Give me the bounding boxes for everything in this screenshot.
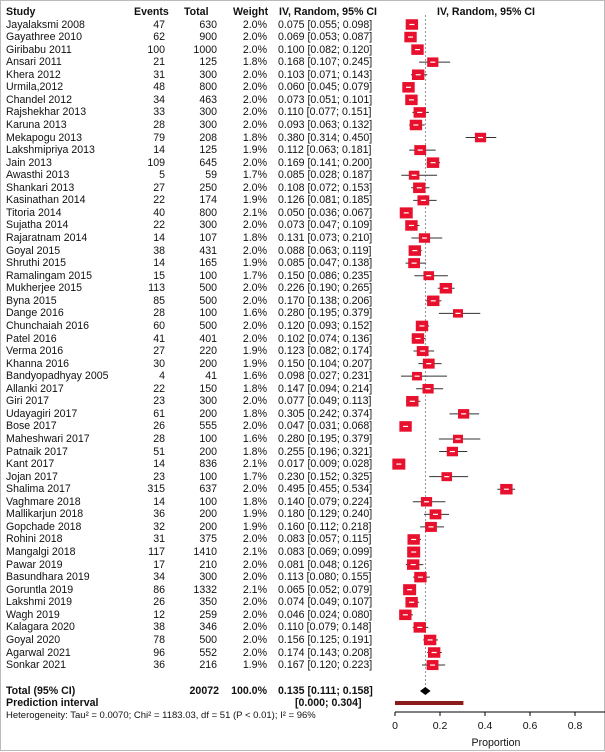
study-weight: 2.0% (242, 244, 267, 257)
study-ci: 0.226 [0.190; 0.265] (278, 282, 373, 295)
study-name: Mukherjee 2015 (6, 282, 82, 295)
study-total: 41 (205, 370, 217, 383)
study-weight: 2.1% (242, 546, 267, 559)
study-name: Gayathree 2010 (6, 31, 82, 44)
study-name: Mangalgi 2018 (6, 546, 76, 559)
study-total: 259 (199, 608, 217, 621)
study-ci: 0.113 [0.080; 0.155] (278, 571, 372, 584)
study-total: 250 (199, 181, 217, 194)
study-name: Awasthi 2013 (6, 169, 70, 182)
study-events: 109 (147, 156, 165, 169)
study-ci: 0.150 [0.086; 0.235] (278, 269, 373, 282)
study-name: Shruthi 2015 (6, 257, 67, 270)
study-total: 125 (199, 56, 217, 69)
study-weight: 1.9% (242, 508, 267, 521)
study-name: Lakshmi 2019 (6, 596, 72, 609)
study-name: Kasinathan 2014 (6, 194, 86, 207)
study-weight: 2.0% (242, 420, 267, 433)
study-total: 645 (199, 156, 217, 169)
study-weight: 2.0% (242, 319, 267, 332)
study-weight: 2.1% (242, 206, 267, 219)
study-events: 17 (153, 558, 165, 571)
study-events: 100 (147, 43, 165, 56)
study-name: Khera 2012 (6, 68, 61, 81)
study-events: 5 (159, 169, 165, 182)
study-ci: 0.083 [0.069; 0.099] (278, 546, 373, 559)
study-name: Titoria 2014 (6, 206, 62, 219)
study-events: 14 (153, 232, 165, 245)
study-total: 174 (199, 194, 217, 207)
study-events: 86 (153, 583, 165, 596)
study-events: 22 (153, 219, 165, 232)
study-ci: 0.305 [0.242; 0.374] (278, 407, 373, 420)
header-study: Study (6, 6, 36, 18)
study-name: Karuna 2013 (6, 118, 67, 131)
study-weight: 2.0% (242, 633, 267, 646)
study-total: 555 (199, 420, 217, 433)
study-events: 96 (153, 646, 165, 659)
study-name: Vaghmare 2018 (6, 495, 81, 508)
study-weight: 2.0% (242, 395, 267, 408)
study-weight: 1.9% (242, 144, 267, 157)
study-weight: 1.9% (242, 357, 267, 370)
pooled-diamond (420, 687, 431, 695)
study-ci: 0.147 [0.094; 0.214] (278, 382, 373, 395)
study-name: Sonkar 2021 (6, 659, 67, 672)
study-ci: 0.168 [0.107; 0.245] (278, 56, 373, 69)
study-ci: 0.170 [0.138; 0.206] (278, 294, 373, 307)
study-weight: 1.8% (242, 495, 267, 508)
study-weight: 2.0% (242, 332, 267, 345)
study-total: 107 (199, 232, 217, 245)
study-weight: 2.0% (242, 68, 267, 81)
study-total: 401 (199, 332, 217, 345)
study-ci: 0.156 [0.125; 0.191] (278, 633, 373, 646)
study-ci: 0.077 [0.049; 0.113] (278, 395, 372, 408)
study-ci: 0.073 [0.047; 0.109] (278, 219, 373, 232)
study-total: 208 (199, 131, 217, 144)
study-ci: 0.088 [0.063; 0.119] (278, 244, 372, 257)
study-total: 500 (199, 633, 217, 646)
study-total: 1410 (193, 546, 217, 559)
pooled-label: Total (95% CI) (6, 685, 76, 697)
study-ci: 0.017 [0.009; 0.028] (278, 458, 373, 471)
study-name: Udayagiri 2017 (6, 407, 78, 420)
study-name: Chunchaiah 2016 (6, 319, 90, 332)
study-weight: 1.6% (242, 370, 267, 383)
study-total: 100 (199, 432, 217, 445)
study-weight: 2.0% (242, 282, 267, 295)
study-total: 150 (199, 382, 217, 395)
study-events: 14 (153, 144, 165, 157)
study-name: Kant 2017 (6, 458, 55, 471)
study-weight: 2.0% (242, 596, 267, 609)
study-ci: 0.380 [0.314; 0.450] (278, 131, 373, 144)
study-weight: 2.0% (242, 294, 267, 307)
x-axis-label: Proportion (471, 737, 521, 749)
study-total: 1000 (193, 43, 217, 56)
study-events: 61 (153, 407, 165, 420)
study-total: 500 (199, 319, 217, 332)
study-name: Wagh 2019 (6, 608, 60, 621)
study-weight: 2.0% (242, 558, 267, 571)
study-name: Jayalaksmi 2008 (6, 18, 85, 31)
study-ci: 0.131 [0.073; 0.210] (278, 232, 373, 245)
study-ci: 0.110 [0.077; 0.151] (278, 106, 372, 119)
study-weight: 1.8% (242, 407, 267, 420)
study-weight: 2.0% (242, 533, 267, 546)
study-weight: 1.7% (242, 269, 267, 282)
study-name: Ansari 2011 (6, 56, 62, 69)
heterogeneity-stats: Heterogeneity: Tau² = 0.0070; Chi² = 1183.03, df = 51 (P < 0.01); I² = 96% (6, 710, 316, 721)
study-weight: 2.0% (242, 81, 267, 94)
study-total: 59 (205, 169, 217, 182)
study-ci: 0.150 [0.104; 0.207] (278, 357, 373, 370)
study-events: 26 (153, 420, 165, 433)
study-name: Basundhara 2019 (6, 571, 90, 584)
study-events: 27 (153, 181, 165, 194)
study-total: 125 (199, 144, 217, 157)
study-name: Khanna 2016 (6, 357, 70, 370)
study-total: 836 (199, 458, 217, 471)
study-total: 200 (199, 357, 217, 370)
study-events: 315 (147, 483, 165, 496)
study-total: 1332 (193, 583, 217, 596)
forest-plot-area (1, 1, 605, 752)
study-total: 375 (199, 533, 217, 546)
study-name: Giri 2017 (6, 395, 49, 408)
study-name: Maheshwari 2017 (6, 432, 90, 445)
study-events: 28 (153, 307, 165, 320)
study-weight: 1.7% (242, 470, 267, 483)
study-name: Shalima 2017 (6, 483, 71, 496)
study-name: Patel 2016 (6, 332, 57, 345)
study-events: 32 (153, 520, 165, 533)
study-name: Goyal 2020 (6, 633, 61, 646)
study-events: 14 (153, 458, 165, 471)
header-plot: IV, Random, 95% CI (437, 6, 535, 18)
study-name: Bose 2017 (6, 420, 57, 433)
study-ci: 0.085 [0.047; 0.138] (278, 257, 373, 270)
study-events: 12 (153, 608, 165, 621)
header-ci: IV, Random, 95% CI (279, 6, 377, 18)
study-total: 300 (199, 395, 217, 408)
study-events: 38 (153, 244, 165, 257)
study-weight: 2.0% (242, 608, 267, 621)
study-weight: 2.0% (242, 646, 267, 659)
study-name: Verma 2016 (6, 345, 64, 358)
study-weight: 1.8% (242, 232, 267, 245)
study-ci: 0.102 [0.074; 0.136] (278, 332, 373, 345)
study-weight: 2.0% (242, 93, 267, 106)
x-tick-label: 0.8 (567, 720, 583, 732)
study-ci: 0.230 [0.152; 0.325] (278, 470, 373, 483)
study-ci: 0.110 [0.079; 0.148] (278, 621, 372, 634)
study-events: 33 (153, 106, 165, 119)
x-tick-label: 0.6 (522, 720, 538, 732)
study-ci: 0.280 [0.195; 0.379] (278, 432, 373, 445)
study-name: Bandyopadhyay 2005 (6, 370, 109, 383)
study-ci: 0.047 [0.031; 0.068] (278, 420, 373, 433)
pooled-ci: 0.135 [0.111; 0.158] (278, 685, 373, 697)
study-events: 22 (153, 382, 165, 395)
study-ci: 0.167 [0.120; 0.223] (278, 659, 373, 672)
study-name: Byna 2015 (6, 294, 57, 307)
study-total: 300 (199, 219, 217, 232)
study-ci: 0.112 [0.063; 0.181] (278, 144, 372, 157)
study-ci: 0.065 [0.052; 0.079] (278, 583, 373, 596)
study-total: 630 (199, 18, 217, 31)
study-weight: 2.0% (242, 621, 267, 634)
study-weight: 2.0% (242, 31, 267, 44)
study-ci: 0.140 [0.079; 0.224] (278, 495, 373, 508)
study-events: 60 (153, 319, 165, 332)
study-ci: 0.083 [0.057; 0.115] (278, 533, 372, 546)
study-weight: 2.0% (242, 219, 267, 232)
study-events: 15 (153, 269, 165, 282)
study-name: Rajaratnam 2014 (6, 232, 88, 245)
study-name: Goyal 2015 (6, 244, 61, 257)
prediction-label: Prediction interval (6, 697, 99, 709)
study-events: 40 (153, 206, 165, 219)
study-name: Sujatha 2014 (6, 219, 69, 232)
study-ci: 0.495 [0.455; 0.534] (278, 483, 373, 496)
study-weight: 2.0% (242, 571, 267, 584)
study-ci: 0.160 [0.112; 0.218] (278, 520, 372, 533)
study-ci: 0.120 [0.093; 0.152] (278, 319, 373, 332)
study-events: 4 (159, 370, 165, 383)
prediction-ci: [0.000; 0.304] (295, 697, 362, 709)
study-total: 900 (199, 31, 217, 44)
study-weight: 1.9% (242, 194, 267, 207)
study-events: 27 (153, 345, 165, 358)
study-weight: 1.8% (242, 131, 267, 144)
study-weight: 1.7% (242, 169, 267, 182)
study-ci: 0.074 [0.049; 0.107] (278, 596, 373, 609)
study-ci: 0.075 [0.055; 0.098] (278, 18, 373, 31)
study-events: 38 (153, 621, 165, 634)
study-events: 23 (153, 395, 165, 408)
study-weight: 1.9% (242, 659, 267, 672)
pooled-weight: 100.0% (231, 685, 267, 697)
study-total: 300 (199, 118, 217, 131)
study-name: Gopchade 2018 (6, 520, 82, 533)
study-ci: 0.081 [0.048; 0.126] (278, 558, 373, 571)
study-weight: 1.8% (242, 445, 267, 458)
study-ci: 0.050 [0.036; 0.067] (278, 206, 373, 219)
study-ci: 0.060 [0.045; 0.079] (278, 81, 373, 94)
x-tick-label: 0.2 (432, 720, 448, 732)
study-events: 62 (153, 31, 165, 44)
pooled-total: 20072 (189, 685, 219, 697)
study-ci: 0.126 [0.081; 0.185] (278, 194, 373, 207)
study-name: Pawar 2019 (6, 558, 63, 571)
study-weight: 1.8% (242, 56, 267, 69)
x-tick-label: 0.4 (477, 720, 493, 732)
study-total: 100 (199, 470, 217, 483)
study-total: 350 (199, 596, 217, 609)
x-tick-label: 0 (392, 720, 398, 732)
study-name: Dange 2016 (6, 307, 64, 320)
study-total: 100 (199, 269, 217, 282)
study-name: Jain 2013 (6, 156, 52, 169)
prediction-interval-bar (395, 701, 463, 705)
study-events: 28 (153, 432, 165, 445)
study-total: 165 (199, 257, 217, 270)
study-ci: 0.169 [0.141; 0.200] (278, 156, 373, 169)
study-name: Urmila,2012 (6, 81, 64, 94)
study-total: 463 (199, 93, 217, 106)
study-weight: 1.6% (242, 432, 267, 445)
study-events: 85 (153, 294, 165, 307)
study-events: 51 (153, 445, 165, 458)
study-total: 500 (199, 294, 217, 307)
study-total: 500 (199, 282, 217, 295)
study-weight: 2.0% (242, 118, 267, 131)
study-total: 100 (199, 307, 217, 320)
study-total: 200 (199, 520, 217, 533)
study-weight: 1.9% (242, 520, 267, 533)
study-weight: 2.1% (242, 583, 267, 596)
study-total: 210 (199, 558, 217, 571)
study-weight: 1.9% (242, 257, 267, 270)
study-ci: 0.098 [0.027; 0.231] (278, 370, 373, 383)
study-events: 36 (153, 659, 165, 672)
study-ci: 0.280 [0.195; 0.379] (278, 307, 373, 320)
study-events: 34 (153, 571, 165, 584)
study-name: Ramalingam 2015 (6, 269, 92, 282)
study-ci: 0.100 [0.082; 0.120] (278, 43, 373, 56)
study-total: 800 (199, 81, 217, 94)
study-weight: 2.0% (242, 181, 267, 194)
study-events: 31 (153, 533, 165, 546)
header-total: Total (184, 6, 209, 18)
study-weight: 2.0% (242, 43, 267, 56)
study-total: 200 (199, 407, 217, 420)
study-ci: 0.085 [0.028; 0.187] (278, 169, 373, 182)
study-name: Rohini 2018 (6, 533, 63, 546)
study-events: 78 (153, 633, 165, 646)
study-events: 21 (153, 56, 165, 69)
study-name: Lakshmipriya 2013 (6, 144, 95, 157)
study-total: 220 (199, 345, 217, 358)
study-weight: 2.1% (242, 458, 267, 471)
study-total: 300 (199, 68, 217, 81)
study-ci: 0.073 [0.051; 0.101] (278, 93, 373, 106)
study-ci: 0.069 [0.053; 0.087] (278, 31, 373, 44)
study-name: Patnaik 2017 (6, 445, 68, 458)
study-ci: 0.174 [0.143; 0.208] (278, 646, 373, 659)
study-weight: 2.0% (242, 106, 267, 119)
study-events: 41 (153, 332, 165, 345)
study-total: 100 (199, 495, 217, 508)
study-total: 552 (199, 646, 217, 659)
study-name: Kalagara 2020 (6, 621, 75, 634)
study-weight: 1.8% (242, 382, 267, 395)
study-ci: 0.180 [0.129; 0.240] (278, 508, 373, 521)
study-name: Allanki 2017 (6, 382, 64, 395)
study-events: 113 (148, 282, 165, 295)
study-events: 79 (153, 131, 165, 144)
study-weight: 1.9% (242, 345, 267, 358)
study-total: 300 (199, 571, 217, 584)
header-events: Events (134, 6, 169, 18)
study-events: 117 (148, 546, 165, 559)
study-events: 14 (153, 257, 165, 270)
study-events: 22 (153, 194, 165, 207)
study-events: 14 (153, 495, 165, 508)
study-name: Mallikarjun 2018 (6, 508, 84, 521)
study-events: 47 (153, 18, 165, 31)
study-ci: 0.108 [0.072; 0.153] (278, 181, 373, 194)
study-total: 637 (199, 483, 217, 496)
study-weight: 2.0% (242, 156, 267, 169)
study-name: Goruntla 2019 (6, 583, 74, 596)
study-weight: 2.0% (242, 18, 267, 31)
study-total: 431 (199, 244, 217, 257)
study-events: 48 (153, 81, 165, 94)
study-ci: 0.093 [0.063; 0.132] (278, 118, 373, 131)
study-total: 800 (199, 206, 217, 219)
header-weight: Weight (233, 6, 269, 18)
study-weight: 1.6% (242, 307, 267, 320)
study-name: Giribabu 2011 (6, 43, 72, 56)
study-total: 200 (199, 445, 217, 458)
study-ci: 0.255 [0.196; 0.321] (278, 445, 373, 458)
study-name: Mekapogu 2013 (6, 131, 82, 144)
study-name: Shankari 2013 (6, 181, 75, 194)
study-events: 26 (153, 596, 165, 609)
study-events: 23 (153, 470, 165, 483)
study-events: 31 (153, 68, 165, 81)
study-ci: 0.103 [0.071; 0.143] (278, 68, 373, 81)
study-total: 300 (199, 106, 217, 119)
study-events: 34 (153, 93, 165, 106)
study-total: 200 (199, 508, 217, 521)
study-weight: 2.0% (242, 483, 267, 496)
study-ci: 0.046 [0.024; 0.080] (278, 608, 373, 621)
study-events: 28 (153, 118, 165, 131)
study-name: Rajshekhar 2013 (6, 106, 87, 119)
study-total: 346 (199, 621, 217, 634)
study-name: Agarwal 2021 (6, 646, 71, 659)
study-ci: 0.123 [0.082; 0.174] (278, 345, 373, 358)
study-name: Chandel 2012 (6, 93, 72, 106)
study-name: Jojan 2017 (6, 470, 58, 483)
study-total: 216 (199, 659, 217, 672)
study-events: 30 (153, 357, 165, 370)
study-events: 36 (153, 508, 165, 521)
